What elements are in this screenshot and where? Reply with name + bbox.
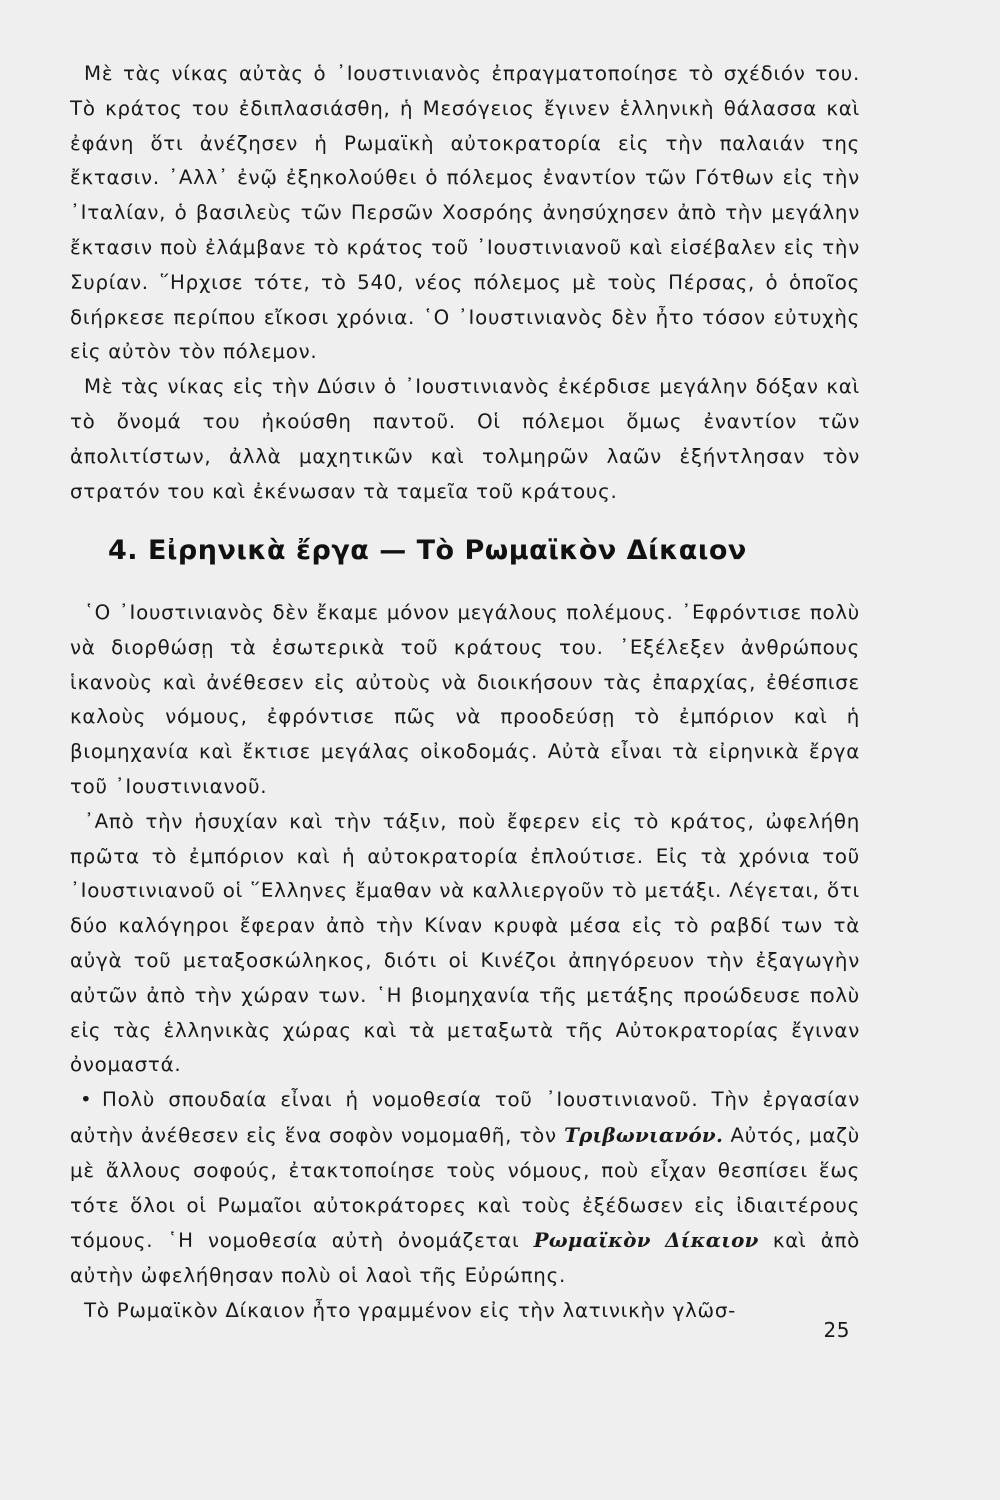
section-text-block [70, 596, 860, 1329]
paragraph: Μὲ τὰς νίκας εἰς τὴν Δύσιν ὁ ᾽Ιουστινιανὸς ἐκέρδισε μεγάλην δόξαν καὶ τὸ ὄνομά του ἠκούσθη παντοῦ. Οἱ πόλεμοι ὅμως ἐναντίον τῶν ἀπολιτίστων, ἀλλὰ μαχητικῶν καὶ τολμηρῶν λαῶν ἐξήντλησαν τὸν στρατόν του καὶ ἐκένωσαν τὰ ταμεῖα τοῦ κράτους. [70, 375, 860, 503]
page-number: 25 [823, 1318, 850, 1342]
paragraph: ῾Ο ᾽Ιουστινιανὸς δὲν ἔκαμε μόνον μεγάλους πολέμους. ᾽Εφρόντισε πολὺ νὰ διορθώσῃ τὰ ἐσωτερικὰ τοῦ κράτους του. ᾽Εξέλεξεν ἀνθρώπους ἱκανοὺς καὶ ἀνέθεσεν εἰς αὐτοὺς νὰ διοικήσουν τὰς ἐπαρχίας, ἐθέσπισε καλοὺς νόμους, ἐφρόντισε πῶς νὰ προοδεύσῃ τὸ ἐμπόριον καὶ ἡ βιομηχανία καὶ ἔκτισε μεγάλας οἰκοδομάς. Αὐτὰ εἶναι τὰ εἰρηνικὰ ἔργα τοῦ ᾽Ιουστινιανοῦ. [70, 601, 860, 798]
name-roman-law: Ρωμαϊκὸν Δίκαιον [533, 1228, 759, 1253]
law-text-part: Πολὺ σπουδαία εἶναι ἡ νομοθεσία τοῦ ᾽Ιουστινιανοῦ. Τὴν ἐργασίαν αὐτὴν ἀνέθεσεν εἰς ἕνα σοφὸν νομομαθῆ, τὸν [70, 1088, 860, 1147]
law-paragraph [70, 1083, 860, 1294]
law-text-part: καὶ ἀπὸ αὐτὴν ὠφελήθησαν πολὺ οἱ λαοὶ τῆς Εὐρώπης. [70, 1229, 860, 1288]
name-tribonian: Τριβωνιανόν. [564, 1122, 724, 1147]
section-heading: 4. Εἰρηνικὰ ἔργα — Τὸ Ρωμαϊκὸν Δίκαιον [108, 535, 747, 566]
paragraph: ᾽Απὸ τὴν ἡσυχίαν καὶ τὴν τάξιν, ποὺ ἔφερεν εἰς τὸ κράτος, ὠφελήθη πρῶτα τὸ ἐμπόριον καὶ ἡ αὐτοκρατορία ἐπλούτισε. Εἰς τὰ χρόνια τοῦ ᾽Ιουστινιανοῦ οἱ ῞Ελληνες ἔμαθαν νὰ καλλιεργοῦν τὸ μετάξι. Λέγεται, ὅτι δύο καλόγηροι ἔφεραν ἀπὸ τὴν Κίναν κρυφὰ μέσα εἰς τὸ ραβδί των τὰ αὐγὰ τοῦ μεταξοσκώληκος, διότι οἱ Κινέζοι ἀπηγόρευον τὴν ἐξαγωγὴν αὐτῶν ἀπὸ τὴν χώραν των. ῾Η βιομηχανία τῆς μετάξης προώδευσε πολὺ εἰς τὰς ἑλληνικὰς χώρας καὶ τὰ μεταξωτὰ τῆς Αὐτοκρατορίας ἔγιναν ὀνομαστά. [70, 809, 860, 1077]
paragraph: Μὲ τὰς νίκας αὐτὰς ὁ ᾽Ιουστινιανὸς ἐπραγματοποίησε τὸ σχέδιόν του. Τὸ κράτος του ἐδιπλασιάσθη, ἡ Μεσόγειος ἔγινεν ἑλληνικὴ θάλασσα καὶ ἐφάνη ὅτι ἀνέζησεν ἡ Ρωμαϊκὴ αὐτοκρατορία εἰς τὴν παλαιάν της ἔκτασιν. ᾽Αλλ᾽ ἐνῷ ἐξηκολούθει ὁ πόλεμος ἐναντίον τῶν Γότθων εἰς τὴν ᾽Ιταλίαν, ὁ βασιλεὺς τῶν Περσῶν Χοσρόης ἀνησύχησεν ἀπὸ τὴν μεγάλην ἔκτασιν ποὺ ἐλάμβανε τὸ κράτος τοῦ ᾽Ιουστινιανοῦ καὶ εἰσέβαλεν εἰς τὴν Συρίαν. ῞Ηρχισε τότε, τὸ 540, νέος πόλεμος μὲ τοὺς Πέρσας, ὁ ὁποῖος διήρκεσε περίπου εἴκοσι χρόνια. ῾Ο ᾽Ιουστινιανὸς δὲν ἦτο τόσον εὐτυχὴς εἰς αὐτὸν τὸν πόλεμον. [70, 62, 860, 364]
law-text-part: Αὐτός, μαζὺ μὲ ἄλλους σοφούς, ἐτακτοποίησε τοὺς νόμους, ποὺ εἶχαν θεσπίσει ἕως τότε ὅλοι οἱ Ρωμαῖοι αὐτοκράτορες καὶ τοὺς ἐξέδωσεν εἰς ἰδιαιτέρους τόμους. ῾Η νομοθεσία αὐτὴ ὀνομάζεται [70, 1123, 860, 1253]
paragraph: Τὸ Ρωμαϊκὸν Δίκαιον ἦτο γραμμένον εἰς τὴν λατινικὴν γλῶσ- [84, 1298, 737, 1322]
bullet-mark: • [80, 1088, 93, 1112]
top-text-block [70, 57, 860, 509]
